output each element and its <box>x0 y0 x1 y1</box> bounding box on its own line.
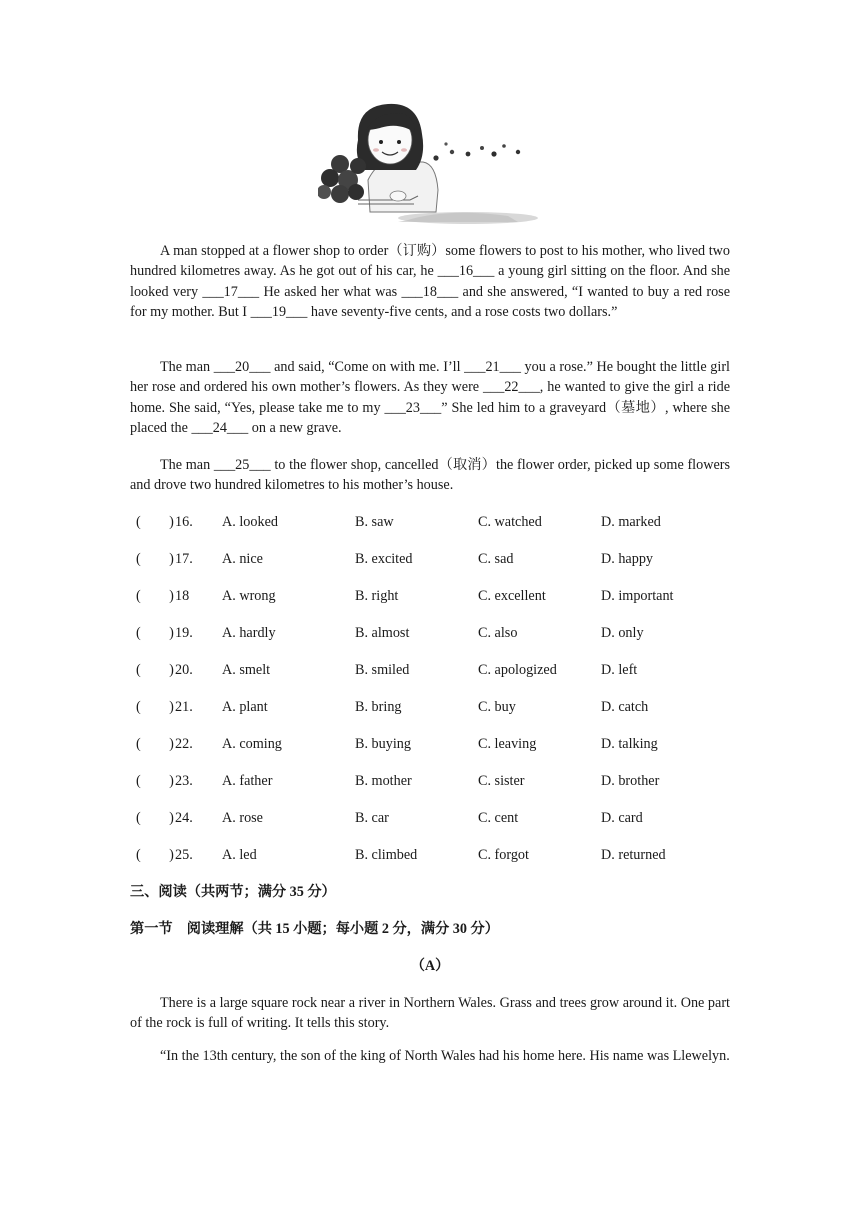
option-b: B. car <box>355 810 389 826</box>
question-number: 23. <box>175 773 193 789</box>
question-row <box>130 586 730 606</box>
answer-blank[interactable]: ( ) <box>136 588 174 604</box>
option-b: B. bring <box>355 699 402 715</box>
option-a: A. plant <box>222 699 268 715</box>
answer-blank[interactable]: ( ) <box>136 662 174 678</box>
question-row <box>130 512 730 532</box>
answer-blank[interactable]: ( ) <box>136 736 174 752</box>
question-number: 18 <box>175 588 190 604</box>
option-d: D. only <box>601 625 644 641</box>
option-d: D. marked <box>601 514 661 530</box>
part-label: （A） <box>410 958 450 974</box>
option-b: B. right <box>355 588 399 604</box>
question-row <box>130 660 730 680</box>
option-c: C. excellent <box>478 588 546 604</box>
option-b: B. saw <box>355 514 394 530</box>
option-c: C. sad <box>478 551 514 567</box>
passage-paragraph-2: The man ___20___ and said, “Come on with me. I’ll ___21___ you a rose.” He bought the little girl her rose and ordered his own mother’s flowers. As they were ___22___, he wanted to give the girl a ride home. She said, “Yes, please take me to my ___23___” She led him to a graveyard（墓地）, where she placed the ___24___ on a new grave. <box>130 359 730 436</box>
question-row <box>130 697 730 717</box>
answer-blank[interactable]: ( ) <box>136 625 174 641</box>
option-b: B. mother <box>355 773 412 789</box>
option-a: A. nice <box>222 551 263 567</box>
question-row <box>130 845 730 865</box>
option-d: D. catch <box>601 699 649 715</box>
option-a: A. father <box>222 773 273 789</box>
option-b: B. excited <box>355 551 413 567</box>
question-row <box>130 734 730 754</box>
option-b: B. climbed <box>355 847 418 863</box>
option-b: B. almost <box>355 625 410 641</box>
question-number: 24. <box>175 810 193 826</box>
option-d: D. talking <box>601 736 658 752</box>
option-a: A. wrong <box>222 588 276 604</box>
option-d: D. brother <box>601 773 660 789</box>
question-number: 21. <box>175 699 193 715</box>
passage-paragraph-3: The man ___25___ to the flower shop, cancelled（取消）the flower order, picked up some flowers and drove two hundred kilometres to his mother’s house. <box>130 457 730 494</box>
option-c: C. watched <box>478 514 542 530</box>
question-row <box>130 549 730 569</box>
option-c: C. cent <box>478 810 519 826</box>
option-a: A. coming <box>222 736 282 752</box>
question-row <box>130 808 730 828</box>
option-d: D. card <box>601 810 643 826</box>
question-number: 20. <box>175 662 193 678</box>
subsection-title: 第一节 阅读理解（共 15 小题；每小题 2 分，满分 30 分） <box>130 921 499 937</box>
answer-blank[interactable]: ( ) <box>136 699 174 715</box>
option-a: A. rose <box>222 810 263 826</box>
answer-blank[interactable]: ( ) <box>136 773 174 789</box>
answer-blank[interactable]: ( ) <box>136 810 174 826</box>
question-number: 16. <box>175 514 193 530</box>
girl-with-roses-illustration <box>318 100 542 224</box>
answer-blank[interactable]: ( ) <box>136 514 174 530</box>
option-c: C. buy <box>478 699 516 715</box>
option-a: A. led <box>222 847 257 863</box>
question-row <box>130 623 730 643</box>
option-c: C. leaving <box>478 736 537 752</box>
option-c: C. forgot <box>478 847 529 863</box>
question-row <box>130 771 730 791</box>
option-b: B. smiled <box>355 662 410 678</box>
question-number: 25. <box>175 847 193 863</box>
question-number: 22. <box>175 736 193 752</box>
reading-paragraph-2: “In the 13th century, the son of the king of North Wales had his home here. His name was Llewelyn. <box>160 1048 730 1064</box>
option-a: A. smelt <box>222 662 271 678</box>
passage-paragraph-1: A man stopped at a flower shop to order（订购）some flowers to post to his mother, who lived two hundred kilometres away. As he got out of his car, he ___16___ a young girl sitting on the floor. And she looked very ___17___ He asked her what was ___18___ and she answered, “I wanted to buy a red rose for my mother. But I ___19___ have seventy-five cents, and a rose costs two dollars.” <box>130 243 730 320</box>
question-number: 17. <box>175 551 193 567</box>
option-c: C. also <box>478 625 518 641</box>
option-d: D. left <box>601 662 638 678</box>
option-d: D. important <box>601 588 674 604</box>
answer-blank[interactable]: ( ) <box>136 847 174 863</box>
option-d: D. happy <box>601 551 654 567</box>
option-b: B. buying <box>355 736 411 752</box>
reading-paragraph-1: There is a large square rock near a river in Northern Wales. Grass and trees grow around it. One part of the rock is full of writing. It tells this story. <box>130 995 730 1032</box>
option-a: A. hardly <box>222 625 276 641</box>
answer-blank[interactable]: ( ) <box>136 551 174 567</box>
option-c: C. apologized <box>478 662 557 678</box>
question-number: 19. <box>175 625 193 641</box>
option-a: A. looked <box>222 514 278 530</box>
option-c: C. sister <box>478 773 525 789</box>
section-title: 三、阅读（共两节；满分 35 分） <box>130 884 336 900</box>
option-d: D. returned <box>601 847 666 863</box>
